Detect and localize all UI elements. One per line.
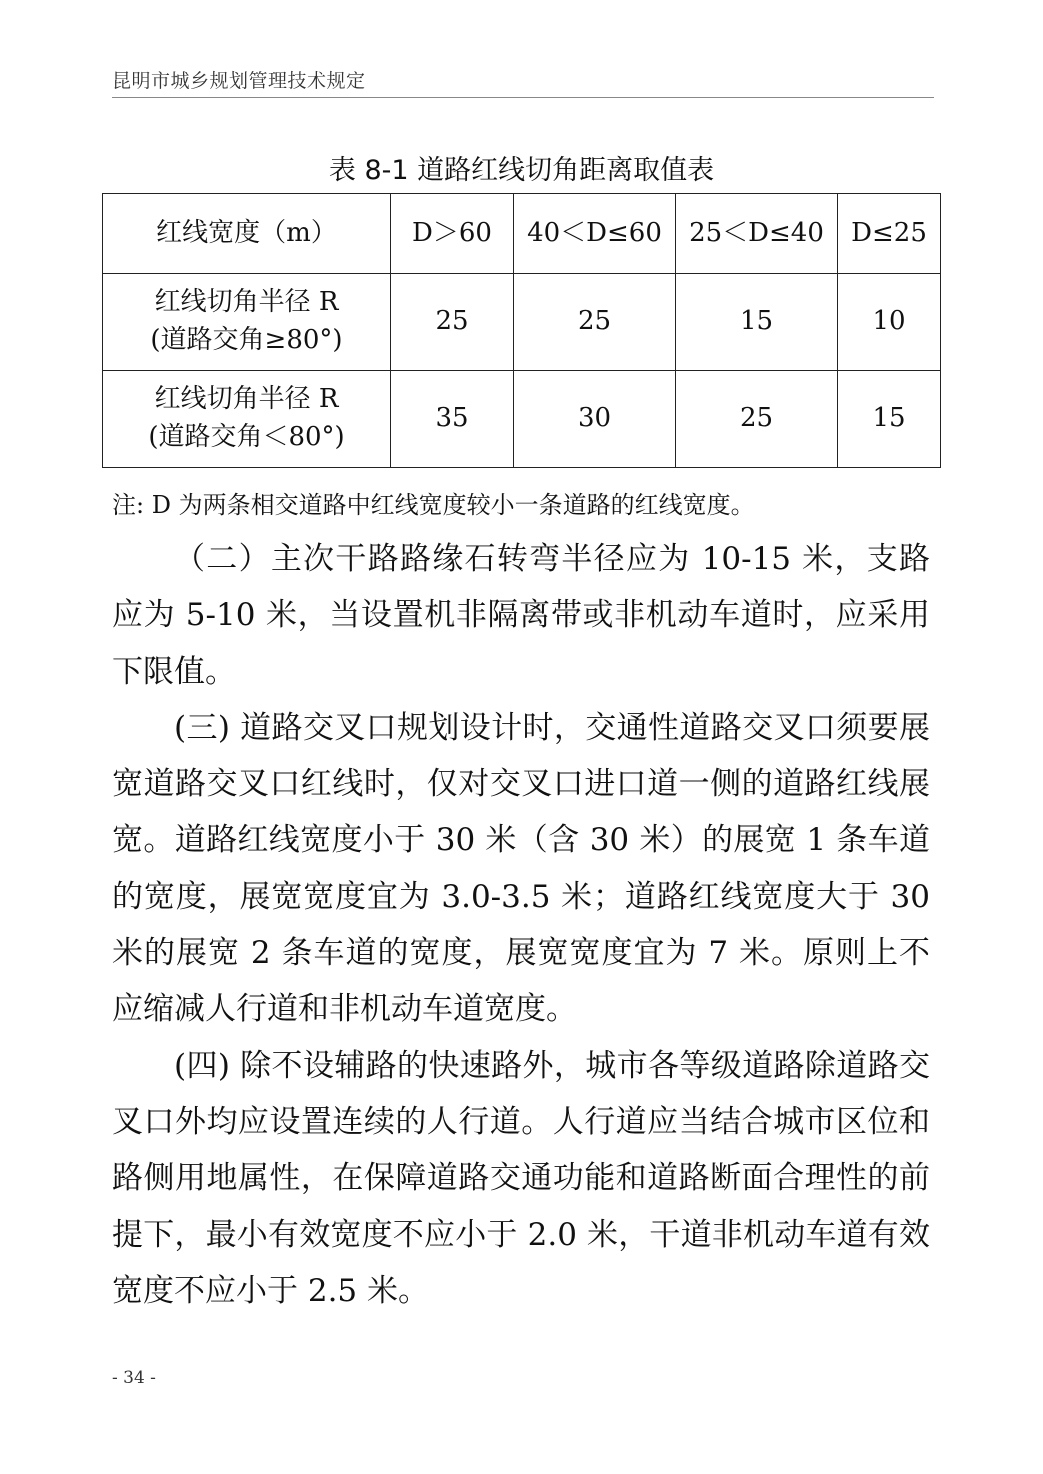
page-number: - 34 - <box>112 1368 156 1388</box>
table-cell: 15 <box>676 274 838 371</box>
table-caption: 表 8-1 道路红线切角距离取值表 <box>328 155 715 186</box>
header-cell-25-40: 25＜D≤40 <box>676 194 838 274</box>
row-label <box>103 371 391 468</box>
header-cell-40-60: 40＜D≤60 <box>514 194 676 274</box>
table-cell: 10 <box>838 274 941 371</box>
table-cell: 25 <box>676 371 838 468</box>
body-text <box>112 531 930 1319</box>
row-label-line2: (道路交角＜80°) <box>148 422 345 452</box>
header-cell-d-le-25: D≤25 <box>838 194 941 274</box>
table-row <box>103 274 941 371</box>
paragraph: （二）主次干路路缘石转弯半径应为 10-15 米，支路应为 5-10 米，当设置机非隔离带或非机动车道时，应采用下限值。 <box>112 541 930 690</box>
table-note: 注: D 为两条相交道路中红线宽度较小一条道路的红线宽度。 <box>112 491 755 519</box>
row-label <box>103 274 391 371</box>
table-row <box>103 371 941 468</box>
table-cell: 25 <box>391 274 514 371</box>
row-label-line1: 红线切角半径 R <box>154 384 339 415</box>
header-cell-width: 红线宽度（m） <box>103 194 391 274</box>
row-label-line1: 红线切角半径 R <box>154 287 339 318</box>
table-cell: 30 <box>514 371 676 468</box>
table-cell: 35 <box>391 371 514 468</box>
running-header: 昆明市城乡规划管理技术规定 <box>112 70 366 92</box>
header-cell-d-gt-60: D＞60 <box>391 194 514 274</box>
table-cell: 15 <box>838 371 941 468</box>
table-header-row <box>103 194 941 274</box>
chamfer-distance-table <box>102 193 941 468</box>
paragraph: (三) 道路交叉口规划设计时，交通性道路交叉口须要展宽道路交叉口红线时，仅对交叉口进口道一侧的道路红线展宽。道路红线宽度小于 30 米（含 30 米）的展宽 1 条车道的宽度，展宽宽度宜为 3.0-3.5 米；道路红线宽度大于 30 米的展宽 2 条车道的宽度，展宽宽度宜为 7 米。原则上不应缩减人行道和非机动车道宽度。 <box>112 709 930 1028</box>
header-divider <box>112 97 934 98</box>
row-label-line2: (道路交角≥80°) <box>150 325 343 355</box>
paragraph: (四) 除不设辅路的快速路外，城市各等级道路除道路交叉口外均应设置连续的人行道。人行道应当结合城市区位和路侧用地属性，在保障道路交通功能和道路断面合理性的前提下，最小有效宽度不应小于 2.0 米，干道非机动车道有效宽度不应小于 2.5 米。 <box>112 1047 930 1309</box>
table-cell: 25 <box>514 274 676 371</box>
